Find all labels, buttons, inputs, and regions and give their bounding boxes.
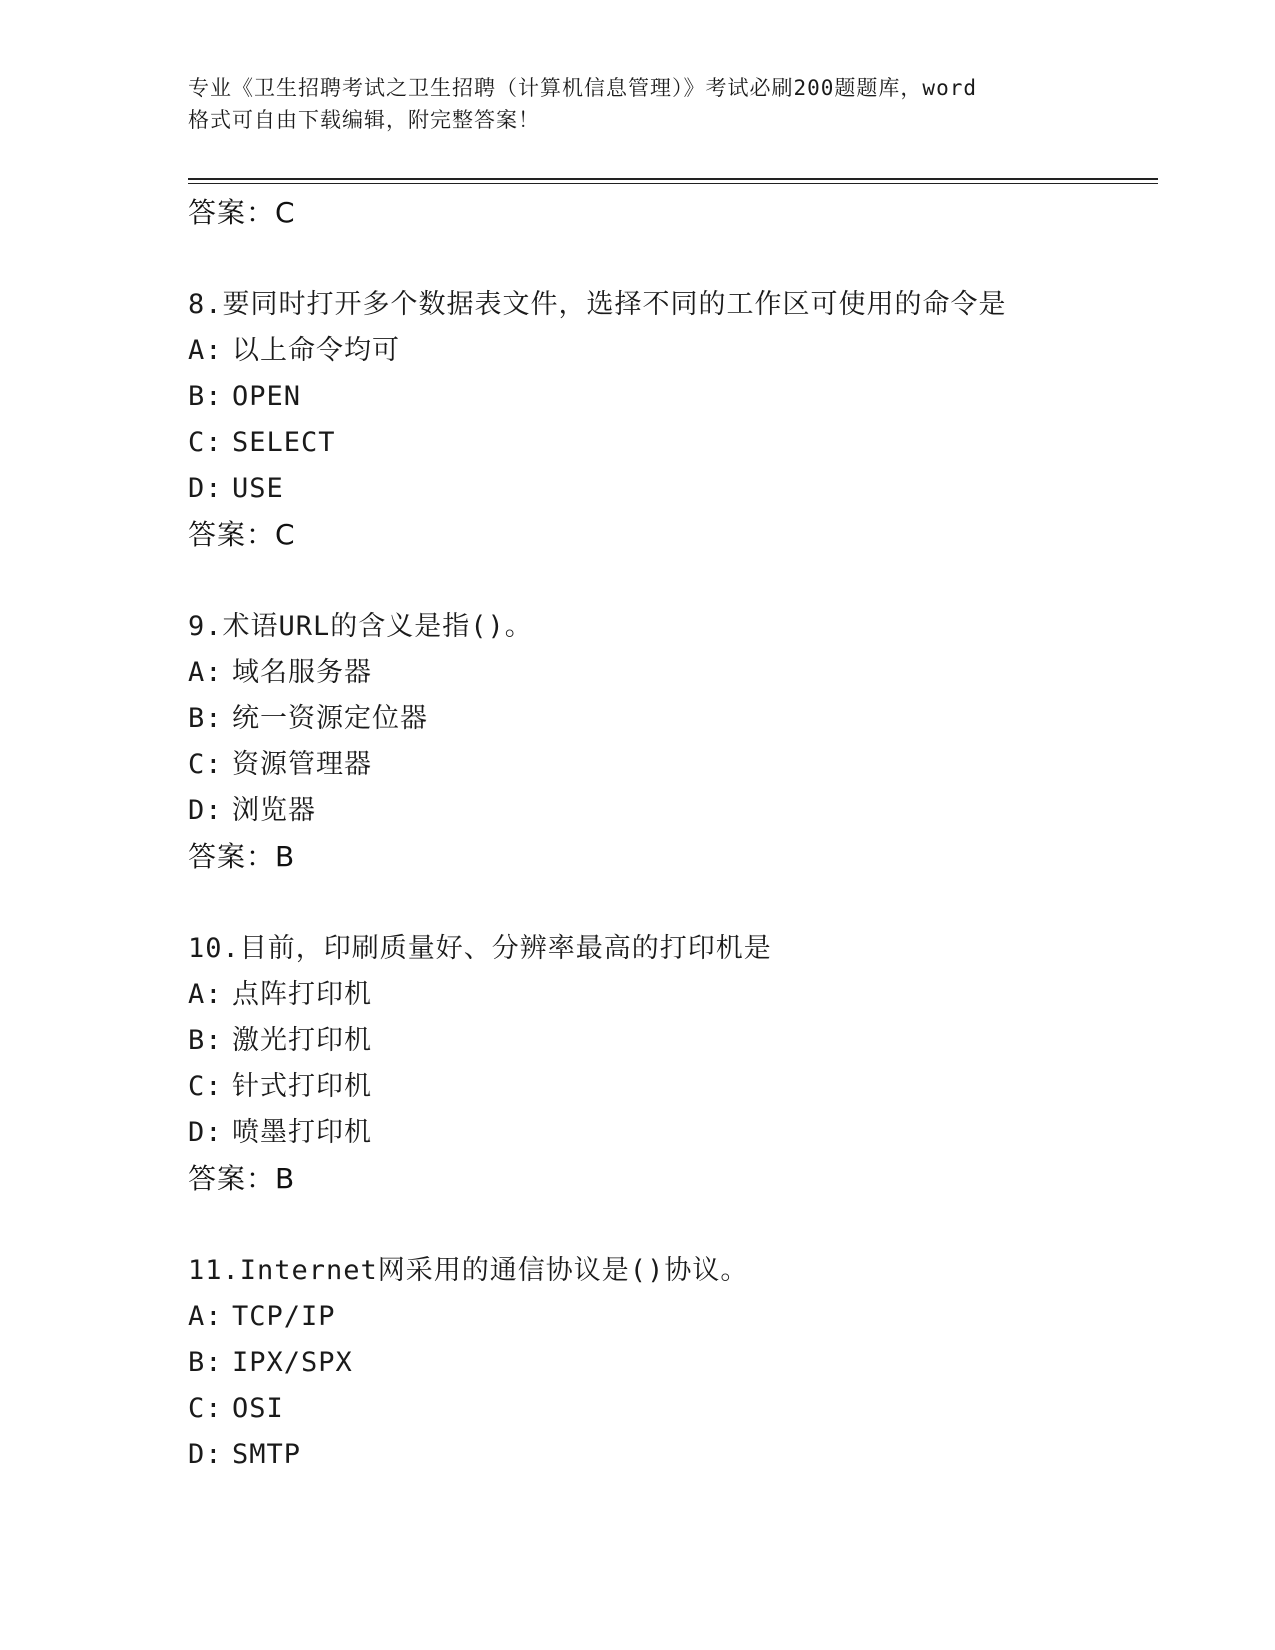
option-d xyxy=(188,788,1138,834)
option-label: C: xyxy=(188,427,223,458)
option-text: SELECT xyxy=(232,427,336,458)
header-line-2: 格式可自由下载编辑，附完整答案！ xyxy=(188,108,540,132)
option-text: OPEN xyxy=(232,381,302,412)
option-label: B: xyxy=(188,381,223,412)
header-divider-thin xyxy=(188,183,1158,184)
answer-line: 答案：B xyxy=(188,1162,296,1195)
option-text: 浏览器 xyxy=(232,795,316,826)
question-stem: 11.Internet网采用的通信协议是()协议。 xyxy=(188,1255,749,1286)
answer-line: 答案：C xyxy=(188,518,296,551)
option-label: B: xyxy=(188,1347,223,1378)
option-label: C: xyxy=(188,1071,223,1102)
option-label: A: xyxy=(188,335,223,366)
document-header xyxy=(188,72,1088,136)
option-text: TCP/IP xyxy=(232,1301,336,1332)
option-a xyxy=(188,328,1138,374)
option-text: 以上命令均可 xyxy=(232,335,400,366)
option-label: C: xyxy=(188,1393,223,1424)
option-label: A: xyxy=(188,979,223,1010)
question-block xyxy=(188,604,1138,880)
option-label: D: xyxy=(188,473,223,504)
option-d xyxy=(188,1110,1138,1156)
option-text: IPX/SPX xyxy=(232,1347,353,1378)
option-label: B: xyxy=(188,703,223,734)
option-c xyxy=(188,420,1138,466)
option-b xyxy=(188,1340,1138,1386)
option-text: 域名服务器 xyxy=(232,657,372,688)
option-b xyxy=(188,374,1138,420)
answer-line: 答案：B xyxy=(188,840,296,873)
spacer xyxy=(188,236,1138,282)
option-label: A: xyxy=(188,1301,223,1332)
option-label: B: xyxy=(188,1025,223,1056)
option-label: D: xyxy=(188,1439,223,1470)
option-text: 喷墨打印机 xyxy=(232,1117,372,1148)
option-a xyxy=(188,1294,1138,1340)
question-block xyxy=(188,926,1138,1202)
spacer xyxy=(188,1202,1138,1248)
header-divider-thick xyxy=(188,178,1158,180)
question-block xyxy=(188,282,1138,558)
option-text: 点阵打印机 xyxy=(232,979,372,1010)
option-c xyxy=(188,742,1138,788)
option-d xyxy=(188,466,1138,512)
question-stem: 10.目前，印刷质量好、分辨率最高的打印机是 xyxy=(188,933,772,964)
option-a xyxy=(188,650,1138,696)
option-label: A: xyxy=(188,657,223,688)
option-text: OSI xyxy=(232,1393,284,1424)
question-block xyxy=(188,1248,1138,1478)
option-b xyxy=(188,696,1138,742)
option-text: 统一资源定位器 xyxy=(232,703,428,734)
option-label: D: xyxy=(188,795,223,826)
option-text: 资源管理器 xyxy=(232,749,372,780)
question-stem: 9.术语URL的含义是指()。 xyxy=(188,611,533,642)
option-text: 针式打印机 xyxy=(232,1071,372,1102)
spacer xyxy=(188,558,1138,604)
question-list xyxy=(188,190,1138,1478)
option-b xyxy=(188,1018,1138,1064)
option-text: SMTP xyxy=(232,1439,302,1470)
option-d xyxy=(188,1432,1138,1478)
option-text: USE xyxy=(232,473,284,504)
header-line-1: 专业《卫生招聘考试之卫生招聘（计算机信息管理）》考试必刷200题题库，word xyxy=(188,76,977,100)
option-label: C: xyxy=(188,749,223,780)
question-stem: 8.要同时打开多个数据表文件，选择不同的工作区可使用的命令是 xyxy=(188,289,1007,320)
option-c xyxy=(188,1386,1138,1432)
option-label: D: xyxy=(188,1117,223,1148)
option-c xyxy=(188,1064,1138,1110)
spacer xyxy=(188,880,1138,926)
option-a xyxy=(188,972,1138,1018)
carry-over-answer: 答案：C xyxy=(188,196,296,229)
option-text: 激光打印机 xyxy=(232,1025,372,1056)
